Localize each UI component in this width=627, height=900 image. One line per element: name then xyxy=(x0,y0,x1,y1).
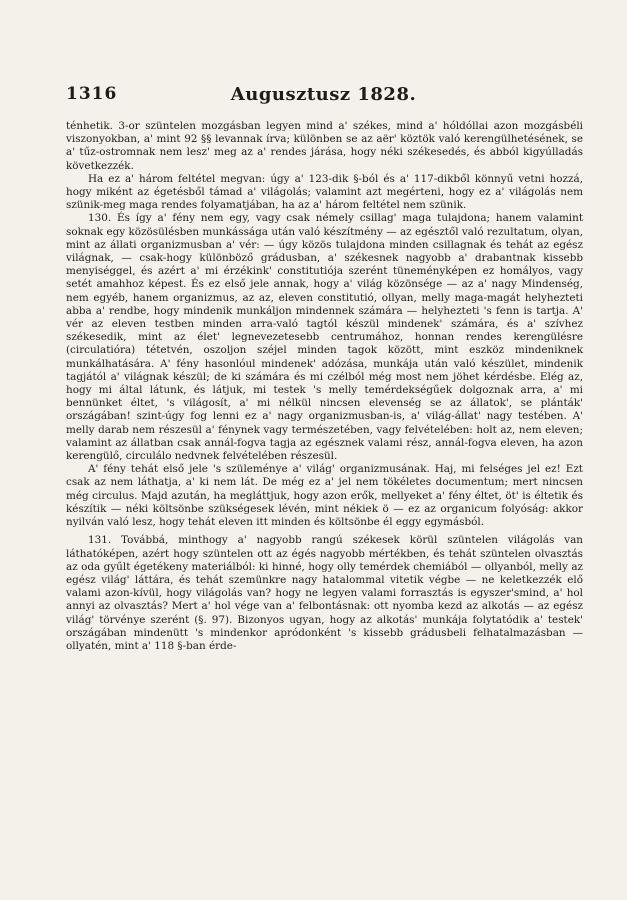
paragraph: 131. Továbbá, minthogy a' nagyobb rangú székesek körül szüntelen világolás van láthatóképen, azért hogy szüntelen ott az égés nagyobb mértékben, és tehát szüntelen olvasztás az oda gyűlt égetékeny materiálból: ki hinné, hogy olly temérdek chemiából — ollyanból, melly az egész világ' láttára, és tehát szemünkre nagy hatalommal vitetik végbe — ne keletkezzék elő valami azon-kívül, hogy világolás van? hogy ne legyen valami forrasztás is egyszer'smind, a' hol annyi az olvasztás? Mert a' hol vége van a' felbontásnak: ott nyomba kezd az alkotás — az egész világ' törvénye szerént (§. 97). Bizonyos ugyan, hogy az alkotás' munkája folytatódik a' testek' országában mindenütt 's mindenkor apródonként 's kissebb grádusbeli felhatalmazásban — ollyatén, mint a' 118 §-ban érde- xyxy=(66,534,583,652)
running-title: Augusztusz 1828. xyxy=(230,84,417,105)
body-text xyxy=(66,120,583,653)
paragraph: 130. És így a' fény nem egy, vagy csak némely csillag' maga tulajdona; hanem valamint soknak egy közösülésben munkássága után való készítmény — az egésztől való rezultatum, olyan, mint az állati organizmusban a' vér: — úgy közös tulajdona minden csillagnak és tehát az egész világnak, — csak-hogy különböző grádusban, a' székesnek nagyobb a' drabantnak kissebb menyiséggel, és azért a' mi érzékink' constitutiója szerént tüneményképen ez homályos, vagy setét amahhoz képest. És ez első jele annak, hogy a' világ közönsége — az a' nagy Mindenség, nem egyéb, hanem organizmus, az az, eleven constitutió, ollyan, melly maga-magát helyhezteti abba a' rendbe, hogy mindenik munkáljon mindennek számára — helyhezteti 's fenn is tartja. A' vér az eleven testben minden arra-való tagtól készül mindenek' számára, és a' szívhez székesedik, mint az élet' legnevezetesebb centrumához, honnan rendes kerengülésre (circulatióra) tétetvén, oszoljon széjel minden tagok között, mint eszköz mindeniknek munkálhatására. A' fény hasonlóul mindenek' adózása, munkája után való készület, mindenik tagjától a' világnak készül; de ki számára és mi czélból még most nem jöhet kérdésbe. Elég az, hogy mi által látunk, és látjuk, mi testek 's melly temérdekségűek dolgoznak arra, a' mi bennünket éltet, 's világosít, a' mi nélkül nincsen elevenség se az állatok', se plánták' országában! szint-úgy fog lenni ez a' nagy organizmusban-is, a' világ-állat' nagy testében. A' melly darab nem részesül a' fénynek vagy természetében, vagy felvételében: holt az, nem eleven; valamint az állatban csak annál-fogva tagja az egésznek valami rész, annál-fogva eleven, ha azon kerengülő, circulálo nedvnek felvételében részesül. xyxy=(66,212,583,463)
page-number: 1316 xyxy=(66,84,118,104)
page-header xyxy=(66,84,581,108)
paragraph: A' fény tehát első jele 's szüleménye a' világ' organizmusának. Haj, mi felséges jel ez! Ezt csak az nem láthatja, a' ki nem lát. De még ez a' jel nem tökéletes documentum; mert nincsen még circulus. Majd azután, ha megláttjuk, hogy azon erők, mellyeket a' fény éltet, öt' is éltetik és készítik — néki költsönbe szükségesek lévén, mint nékiek ö — ez az organicum folyóság: akkor nyilván való lesz, hogy tehát eleven itt minden és költsönbe él eggy egymásból. xyxy=(66,463,583,529)
paragraph: ténhetik. 3-or szüntelen mozgásban legyen mind a' székes, mind a' hóldóllai azon mozgásbéli viszonyokban, a' mint 92 §§ levannak írva; különben se az aër' köztök való kerengülhetésének, se a' tűz-ostromnak nem lesz' meg az a' rendes járása, hogy néki székesedés, és abból kigyúlladás következzék. xyxy=(66,120,583,172)
paragraph: Ha ez a' három feltétel megvan: úgy a' 123-dik §-ból és a' 117-dikből könnyű vetni hozzá, hogy miként az égetésből támad a' világolás; valamint azt megérteni, hogy ez a' világolás nem szünik-meg maga rendes folyamatjában, ha az a' három feltétel nem szünik. xyxy=(66,172,583,212)
